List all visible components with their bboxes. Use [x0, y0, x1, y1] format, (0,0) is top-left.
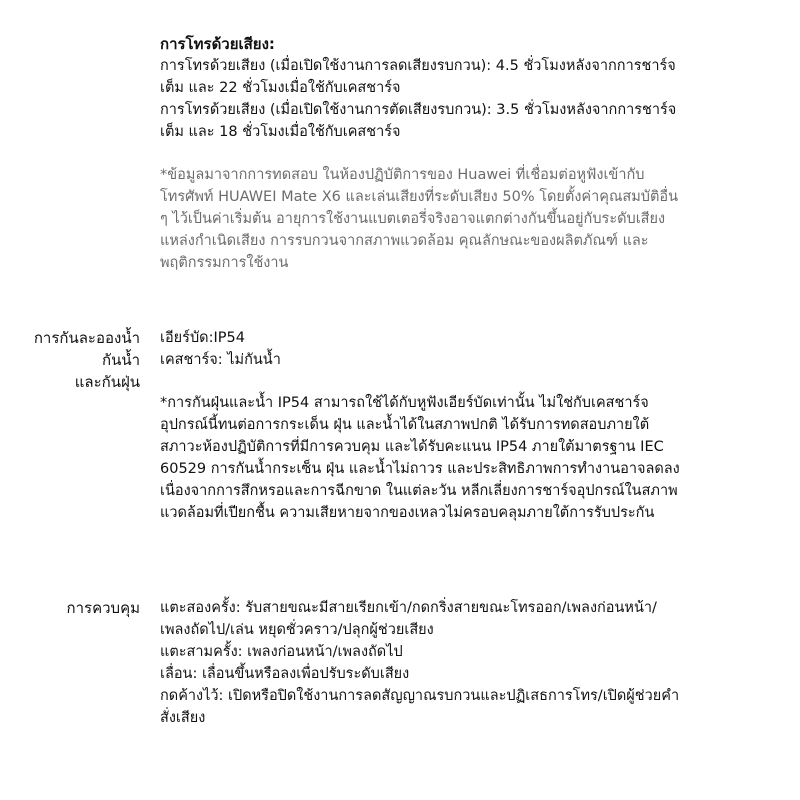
- water-dust-content: [160, 327, 770, 524]
- water-dust-label-line: และกันฝุ่น: [74, 373, 140, 391]
- water-dust-note-line: เนื่องจากการสึกหรอและการฉีกขาด ในแต่ละวัน หลีกเลี่ยงการชาร์จอุปกรณ์ในสภาพ: [160, 483, 678, 499]
- controls-content: [160, 597, 770, 729]
- controls-line: เลื่อน: เลื่อนขึ้นหรือลงเพื่อปรับระดับเสียง: [160, 666, 410, 682]
- voice-call-note-line: แหล่งกำเนิดเสียง การรบกวนจากสภาพแวดล้อม คุณลักษณะของผลิตภัณฑ์ และ: [160, 233, 649, 249]
- water-dust-note-line: สภาวะห้องปฏิบัติการที่มีการควบคุม และได้รับคะแนน IP54 ภายใต้มาตรฐาน IEC: [160, 439, 664, 455]
- voice-call-line: การโทรด้วยเสียง (เมื่อเปิดใช้งานการลดเสียงรบกวน): 4.5 ชั่วโมงหลังจากการชาร์จ: [160, 58, 676, 74]
- water-dust-label-line: กันน้ำ: [101, 351, 140, 369]
- water-dust-line: เอียร์บัด:IP54: [160, 330, 245, 346]
- voice-call-line: การโทรด้วยเสียง (เมื่อเปิดใช้งานการตัดเสียงรบกวน): 3.5 ชั่วโมงหลังจากการชาร์จ: [160, 102, 677, 118]
- water-dust-note-line: แวดล้อมที่เปียกชื้น ความเสียหายจากของเหลวไม่ครอบคลุมภายใต้การรับประกัน: [160, 505, 655, 521]
- voice-call-note-line: *ข้อมูลมาจากการทดสอบ ในห้องปฏิบัติการของ Huawei ที่เชื่อมต่อหูฟังเข้ากับ: [160, 167, 645, 183]
- voice-call-note-line: โทรศัพท์ HUAWEI Mate X6 และเล่นเสียงที่ระดับเสียง 50% โดยตั้งค่าคุณสมบัติอื่น: [160, 189, 679, 205]
- water-dust-label: [30, 327, 140, 393]
- controls-line: แตะสองครั้ง: รับสายขณะมีสายเรียกเข้า/กดกริ่งสายขณะโทรออก/เพลงก่อนหน้า/: [160, 600, 657, 616]
- controls-label-text: การควบคุม: [66, 599, 140, 617]
- controls-line: กดค้างไว้: เปิดหรือปิดใช้งานการลดสัญญาณรบกวนและปฏิเสธการโทร/เปิดผู้ช่วยคำ: [160, 688, 680, 704]
- voice-call-content: [160, 33, 770, 274]
- controls-line: แตะสามครั้ง: เพลงก่อนหน้า/เพลงถัดไป: [160, 644, 403, 660]
- voice-call-note-line: พฤติกรรมการใช้งาน: [160, 255, 289, 271]
- water-dust-line: เคสชาร์จ: ไม่กันน้ำ: [160, 352, 281, 368]
- controls-line: สั่งเสียง: [160, 710, 206, 726]
- water-dust-label-line: การกันละอองน้ำ: [33, 329, 140, 347]
- water-dust-note-line: อุปกรณ์นี้ทนต่อการกระเด็น ฝุ่น และน้ำได้ในสภาพปกติ ได้รับการทดสอบภายใต้: [160, 417, 650, 433]
- controls-label: [30, 597, 140, 619]
- controls-line: เพลงถัดไป/เล่น หยุดชั่วคราว/ปลุกผู้ช่วยเสียง: [160, 622, 434, 638]
- voice-call-line: เต็ม และ 18 ชั่วโมงเมื่อใช้กับเคสชาร์จ: [160, 124, 401, 140]
- voice-call-line: เต็ม และ 22 ชั่วโมงเมื่อใช้กับเคสชาร์จ: [160, 80, 401, 96]
- voice-call-note-line: ๆ ไว้เป็นค่าเริ่มต้น อายุการใช้งานแบตเตอรี่จริงอาจแตกต่างกันขึ้นอยู่กับระดับเสียง: [160, 211, 666, 227]
- voice-call-heading: การโทรด้วยเสียง:: [160, 35, 275, 53]
- water-dust-note-line: 60529 การกันน้ำกระเซ็น ฝุ่น และน้ำไม่ถาวร และประสิทธิภาพการทำงานอาจลดลง: [160, 461, 680, 477]
- water-dust-note-line: *การกันฝุ่นและน้ำ IP54 สามารถใช้ได้กับหูฟังเอียร์บัดเท่านั้น ไม่ใช่กับเคสชาร์จ: [160, 395, 649, 411]
